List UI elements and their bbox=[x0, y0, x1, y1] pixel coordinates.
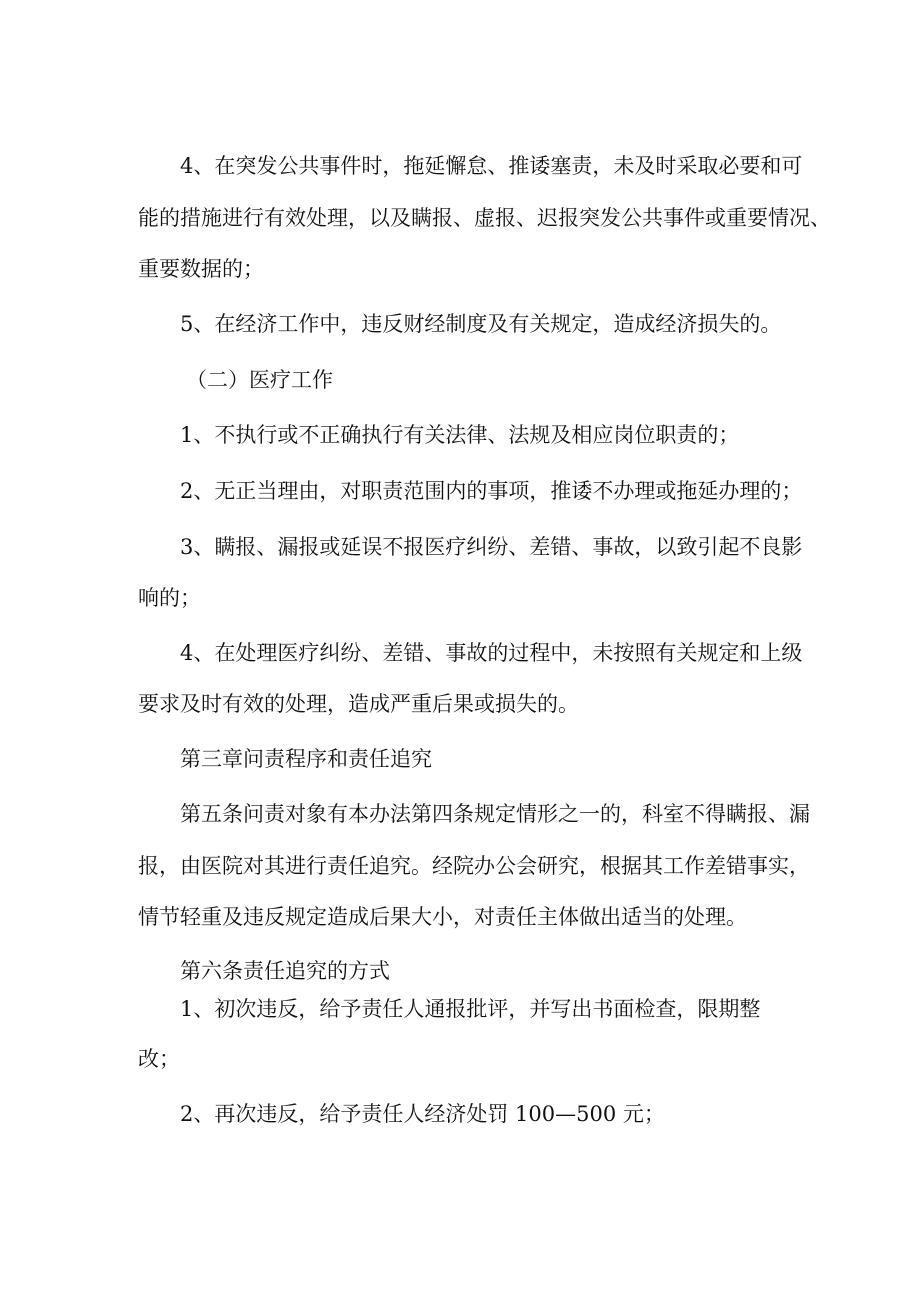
article-6-title: 第六条责任追究的方式 bbox=[180, 959, 390, 983]
chapter-3-title: 第三章问责程序和责任追究 bbox=[180, 747, 432, 771]
paragraph-5-line-1: 5、在经济工作中，违反财经制度及有关规定，造成经济损失的。 bbox=[180, 312, 782, 336]
paragraph-4-line-2: 能的措施进行有效处理，以及瞒报、虚报、迟报突发公共事件或重要情况、 bbox=[138, 206, 831, 230]
medical-item-3-line-1: 3、瞒报、漏报或延误不报医疗纠纷、差错、事故，以致引起不良影 bbox=[180, 535, 803, 559]
medical-item-2: 2、无正当理由，对职责范围内的事项，推诿不办理或拖延办理的； bbox=[180, 479, 803, 503]
article-6-item-1-line-1: 1、初次违反，给予责任人通报批评，并写出书面检查，限期整 bbox=[180, 997, 761, 1021]
medical-item-4-line-2: 要求及时有效的处理，造成严重后果或损失的。 bbox=[138, 692, 579, 716]
medical-item-1: 1、不执行或不正确执行有关法律、法规及相应岗位职责的； bbox=[180, 423, 740, 447]
medical-item-3-line-2: 响的； bbox=[138, 586, 201, 610]
medical-item-4-line-1: 4、在处理医疗纠纷、差错、事故的过程中，未按照有关规定和上级 bbox=[180, 641, 803, 665]
article-5-line-2: 报，由医院对其进行责任追究。经院办公会研究，根据其工作差错事实， bbox=[138, 854, 810, 878]
article-5-line-1: 第五条问责对象有本办法第四条规定情形之一的，科室不得瞒报、漏 bbox=[180, 802, 810, 826]
article-6-item-1-line-2: 改； bbox=[138, 1047, 180, 1071]
paragraph-4-line-1: 4、在突发公共事件时，拖延懈怠、推诿塞责，未及时采取必要和可 bbox=[180, 154, 803, 178]
article-5-line-3: 情节轻重及违反规定造成后果大小，对责任主体做出适当的处理。 bbox=[138, 905, 747, 929]
section-heading-medical: （二）医疗工作 bbox=[186, 368, 333, 392]
article-6-item-2: 2、再次违反，给予责任人经济处罚 100—500 元； bbox=[180, 1102, 665, 1126]
paragraph-4-line-3: 重要数据的； bbox=[138, 257, 264, 281]
